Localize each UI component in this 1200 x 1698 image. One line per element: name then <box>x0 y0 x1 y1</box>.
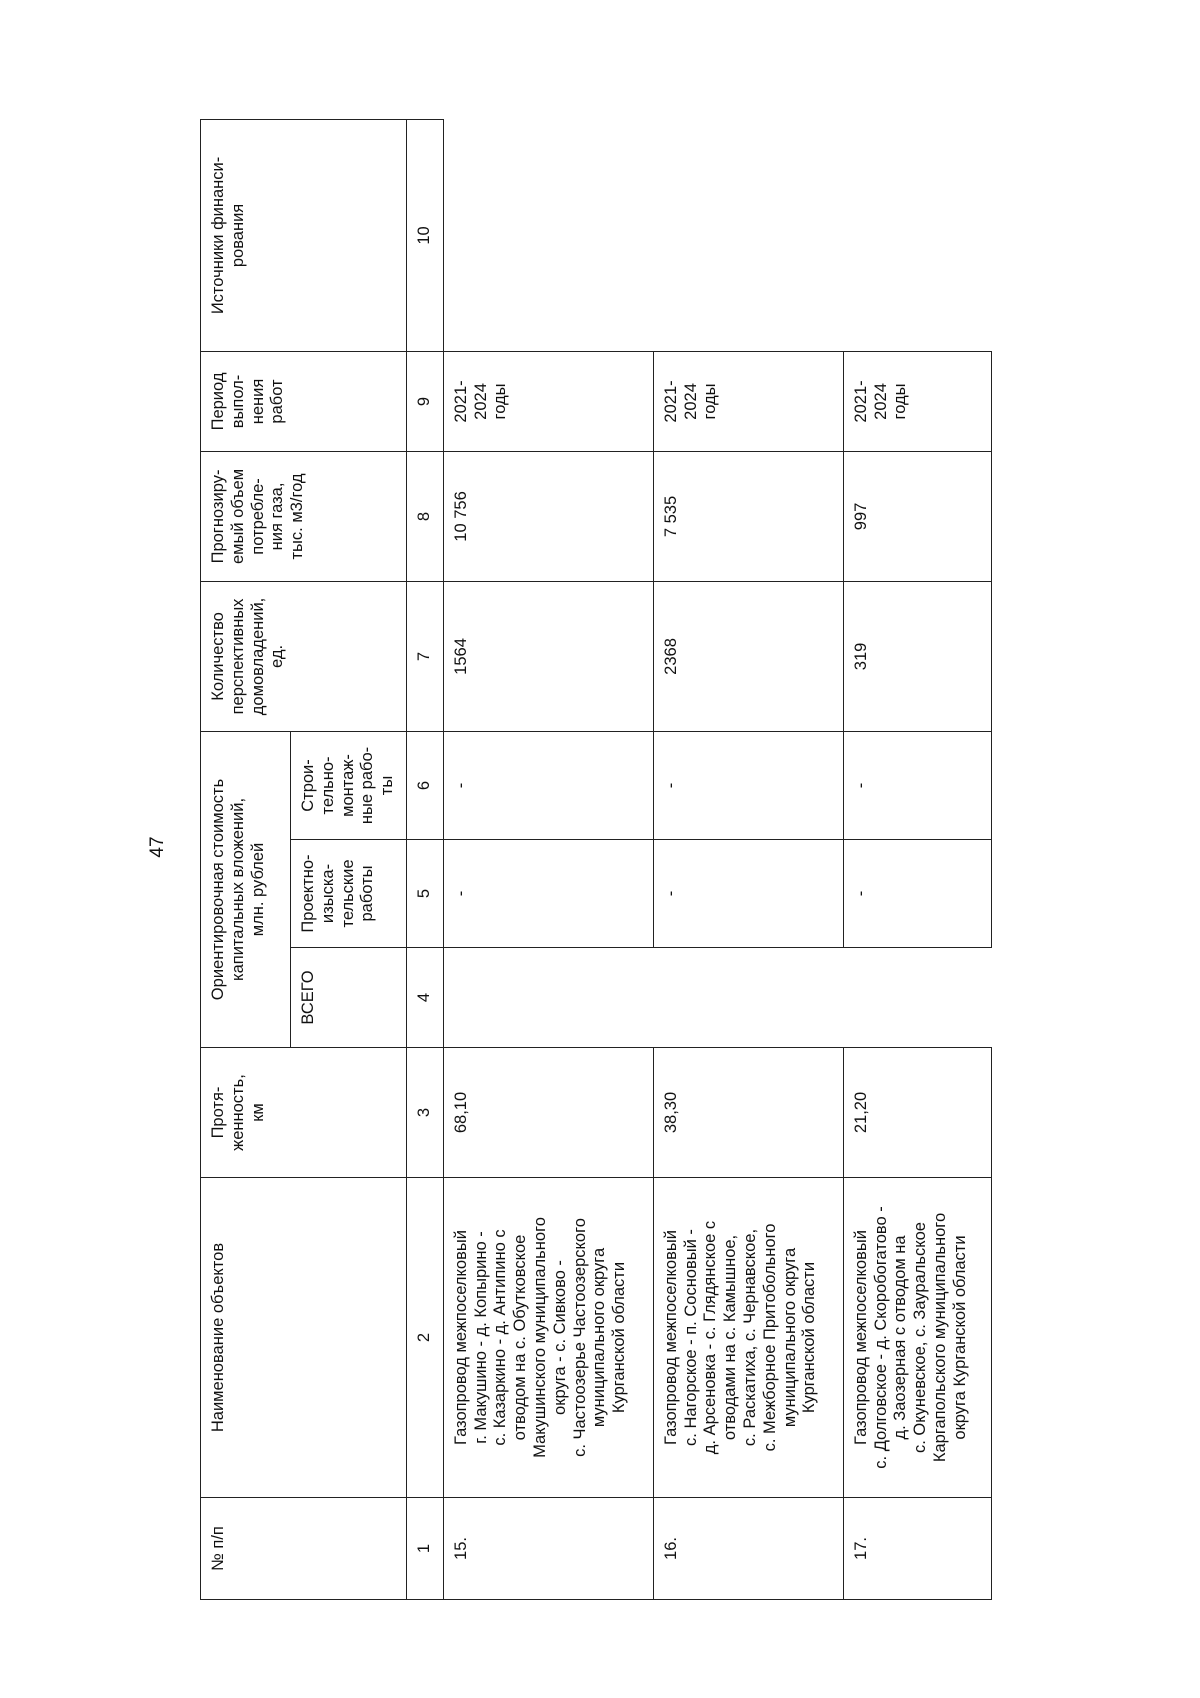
row-households: 2368 <box>653 581 843 731</box>
rotated-table-container <box>200 120 1090 1600</box>
header-construction: Строи- тельно- монтаж- ные рабо- ты <box>291 731 407 839</box>
header-name: Наименование объектов <box>201 1178 407 1498</box>
row-households: 319 <box>843 581 991 731</box>
header-num: № п/п <box>201 1498 407 1600</box>
column-number-row <box>406 119 443 1599</box>
row-construction: - <box>843 731 991 839</box>
row-gas-volume: 7 535 <box>653 451 843 581</box>
row-total <box>443 948 653 1048</box>
row-funding-empty <box>443 119 991 351</box>
colnum-4: 4 <box>406 948 443 1048</box>
row-survey: - <box>653 840 843 948</box>
page-number: 47 <box>147 836 168 858</box>
colnum-6: 6 <box>406 731 443 839</box>
row-period: 2021- 2024 годы <box>653 351 843 451</box>
row-total <box>843 948 991 1048</box>
row-num: 17. <box>843 1498 991 1600</box>
colnum-9: 9 <box>406 351 443 451</box>
row-gas-volume: 997 <box>843 451 991 581</box>
row-gas-volume: 10 756 <box>443 451 653 581</box>
header-row-1 <box>201 119 291 1599</box>
colnum-1: 1 <box>406 1498 443 1600</box>
header-total: ВСЕГО <box>291 948 407 1048</box>
row-construction: - <box>443 731 653 839</box>
row-name: Газопровод межпоселковый г. Макушино - д. Копырино - с. Казаркино - д. Антипино с отводом на с. Обутковское Макушинского муниципального округа - с. Сивково - с. Частоозерье Частоозерского муниципального округа Курганской области <box>443 1178 653 1498</box>
row-length: 21,20 <box>843 1048 991 1178</box>
colnum-8: 8 <box>406 451 443 581</box>
header-funding: Источники финанси- рования <box>201 119 407 351</box>
row-period: 2021- 2024 годы <box>443 351 653 451</box>
colnum-10: 10 <box>406 119 443 351</box>
row-period: 2021- 2024 годы <box>843 351 991 451</box>
row-num: 15. <box>443 1498 653 1600</box>
colnum-3: 3 <box>406 1048 443 1178</box>
row-households: 1564 <box>443 581 653 731</box>
row-length: 68,10 <box>443 1048 653 1178</box>
row-length: 38,30 <box>653 1048 843 1178</box>
row-name: Газопровод межпоселковый с. Нагорское - п. Сосновый - д. Арсеновка - с. Глядянское с отводами на с. Камышное, с. Раскатиха, с. Чернавское, с. Межборное Притобольного муниципального округа Курганской области <box>653 1178 843 1498</box>
row-num: 16. <box>653 1498 843 1600</box>
header-cost-group: Ориентировочная стоимость капитальных вложений, млн. рублей <box>201 731 291 1047</box>
colnum-5: 5 <box>406 840 443 948</box>
header-gas-volume: Прогнозиру- емый объем потребле- ния газа, тыс. м3/год <box>201 451 407 581</box>
header-length: Протя- женность, км <box>201 1048 407 1178</box>
header-period: Период выпол- нения работ <box>201 351 407 451</box>
header-households: Количество перспективных домовладений, ед. <box>201 581 407 731</box>
row-name: Газопровод межпоселковый с. Долговское - д. Скоробогатово - д. Заозерная с отводом на с. Окуневское, с. Зауральское Каргапольского муниципального округа Курганской области <box>843 1178 991 1498</box>
row-survey: - <box>443 840 653 948</box>
row-total <box>653 948 843 1048</box>
row-survey: - <box>843 840 991 948</box>
header-survey: Проектно- изыска- тельские работы <box>291 840 407 948</box>
table-row <box>443 119 653 1599</box>
gas-pipeline-table <box>200 119 992 1600</box>
colnum-2: 2 <box>406 1178 443 1498</box>
colnum-7: 7 <box>406 581 443 731</box>
row-construction: - <box>653 731 843 839</box>
